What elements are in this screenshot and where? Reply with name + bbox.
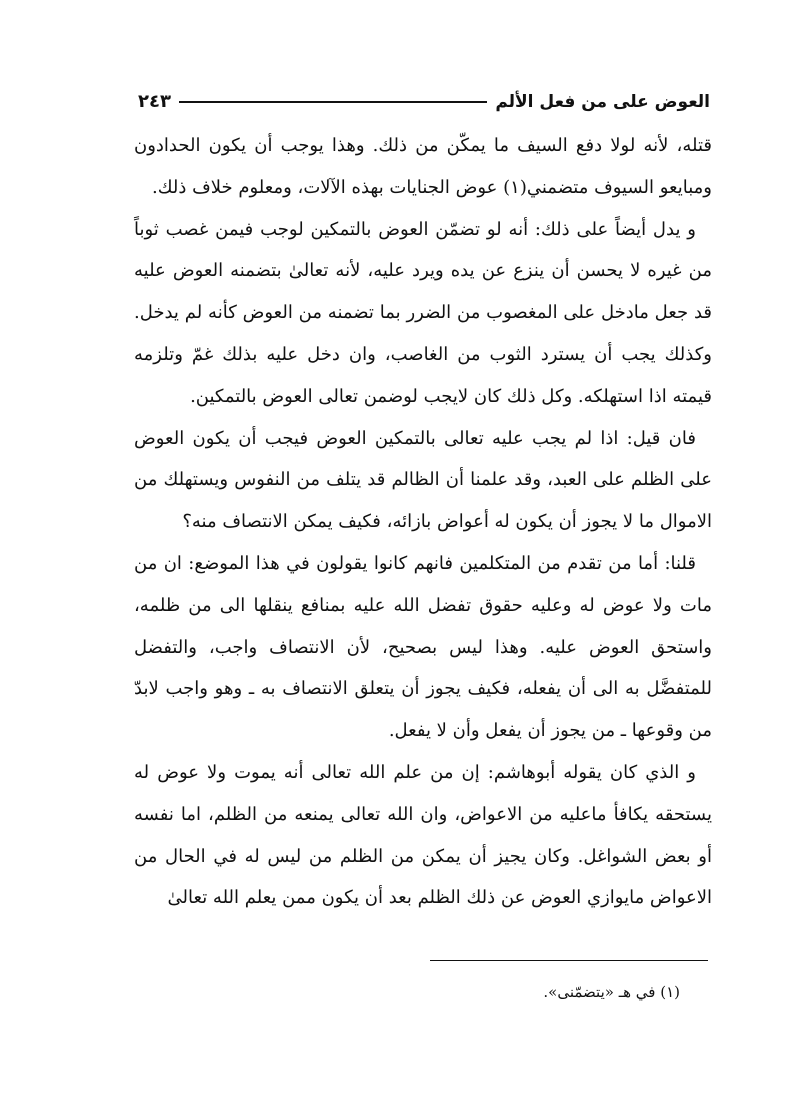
page-number: ٢٤٣ (138, 91, 171, 112)
paragraph-1: قتله، لأنه لولا دفع السيف ما يمكّن من ذلك. وهذا يوجب أن يكون الحدادون ومبايعو السيوف متضمني(١) عوض الجنايات بهذه الآلات، ومعلوم خلاف ذلك. (134, 135, 712, 198)
paragraph-5: و الذي كان يقوله أبوهاشم: إن من علم الله تعالى أنه يموت ولا عوض له يستحقه يكافأ ماعليه من الاعواض، وان الله تعالى يمنعه من الظلم، اما نفسه أو بعض الشواغل. وكان يجيز أن يمكن من الظلم من ليس له في الحال من الاعواض مايوازي العوض عن ذلك الظلم بعد أن يكون ممن يعلم الله تعالىٰ (134, 761, 712, 909)
paragraph-2: و يدل أيضاً على ذلك: أنه لو تضمّن العوض بالتمكين لوجب فيمن غصب ثوباً من غيره لا يحسن أن ينزع عن يده ويرد عليه، لأنه تعالىٰ بتضمنه العوض عليه قد جعل مادخل على المغصوب من الضرر بما تضمنه من العوض كأنه لم يدخل. وكذلك يجب أن يسترد الثوب من الغاصب، وان دخل عليه بذلك غمّ وتلزمه قيمته اذا استهلكه. وكل ذلك كان لايجب لوضمن تعالى العوض بالتمكين. (134, 218, 712, 407)
paragraph-3: فان قيل: اذا لم يجب عليه تعالى بالتمكين العوض فيجب أن يكون العوض على الظلم على العبد، وقد علمنا أن الظالم قد يتلف من النفوس ويستهلك من الاموال ما لا يجوز أن يكون له أعواض بازائه، فكيف يمكن الانتصاف منه؟ (134, 427, 712, 533)
running-title: العوض على من فعل الألم (495, 92, 710, 112)
page-header (138, 82, 710, 122)
paragraph-4: قلنا: أما من تقدم من المتكلمين فانهم كانوا يقولون في هذا الموضع: ان من مات ولا عوض له وعليه حقوق تفضل الله عليه بمنافع ينقلها الى من ظلمه، واستحق العوض عليه. وهذا ليس بصحيح، لأن الانتصاف واجب، والتفضل للمتفضَّل به الى أن يفعله، فكيف يجوز أن يتعلق الانتصاف به ـ وهو واجب لابدّ من وقوعها ـ من يجوز أن يفعل وأن لا يفعل. (134, 552, 712, 742)
body-text (134, 125, 712, 919)
footnote-separator (430, 960, 708, 961)
header-rule (179, 101, 487, 103)
footnote: (١) في هـ «يتضمّنى». (543, 983, 680, 1001)
